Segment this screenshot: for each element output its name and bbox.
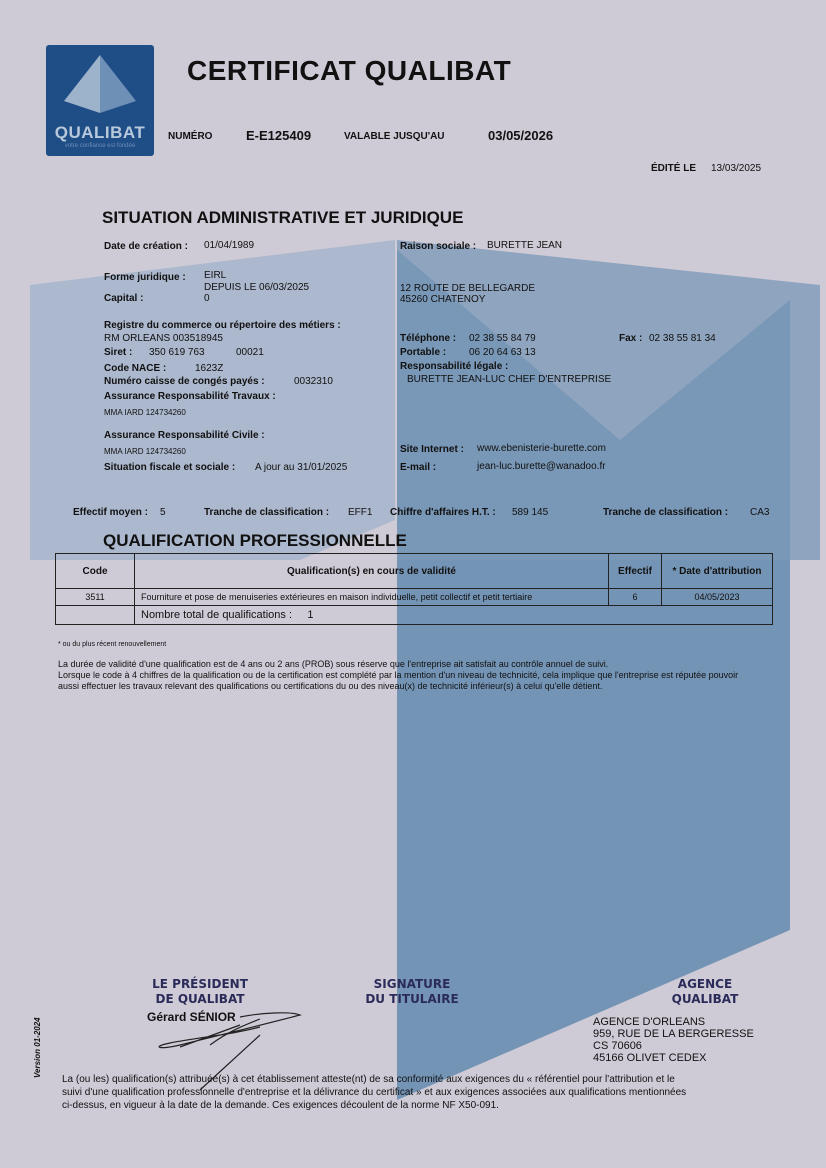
row-label: Fourniture et pose de menuiseries extérieures en maison individuelle, petit collectif et petit tertiaire bbox=[135, 589, 609, 606]
forme-juridique-value: EIRL bbox=[204, 270, 227, 281]
valable-label: VALABLE JUSQU'AU bbox=[344, 131, 445, 142]
logo-text: QUALIBAT bbox=[54, 123, 146, 142]
responsabilite-label: Responsabilité légale : bbox=[400, 361, 509, 372]
capital-label: Capital : bbox=[104, 293, 144, 304]
assur-civile-label: Assurance Responsabilité Civile : bbox=[104, 430, 265, 441]
total-value: 1 bbox=[307, 609, 314, 621]
qualification-table bbox=[55, 553, 773, 625]
conges-value: 0032310 bbox=[294, 376, 333, 387]
footnote: * ou du plus récent renouvellement bbox=[58, 641, 167, 648]
nace-value: 1623Z bbox=[195, 363, 224, 374]
president-name: Gérard SÉNIOR bbox=[147, 1010, 236, 1024]
forme-juridique-since: DEPUIS LE 06/03/2025 bbox=[204, 282, 310, 293]
telephone-value: 02 38 55 84 79 bbox=[469, 333, 536, 344]
col-code: Code bbox=[56, 554, 135, 589]
titulaire-line2: DU TITULAIRE bbox=[365, 992, 459, 1006]
agence-address bbox=[593, 1016, 754, 1064]
siret-siren: 350 619 763 bbox=[149, 347, 205, 358]
registre-label: Registre du commerce ou répertoire des métiers : bbox=[104, 320, 341, 331]
agence-line2: QUALIBAT bbox=[671, 992, 739, 1006]
col-date: * Date d'attribution bbox=[662, 554, 773, 589]
pyramid-icon bbox=[58, 53, 142, 123]
assur-travaux-label: Assurance Responsabilité Travaux : bbox=[104, 391, 276, 402]
email-label: E-mail : bbox=[400, 462, 437, 473]
numero-value: E-E125409 bbox=[246, 128, 312, 143]
fax-label: Fax : bbox=[619, 333, 643, 344]
situation-heading: SITUATION ADMINISTRATIVE ET JURIDIQUE bbox=[102, 208, 464, 227]
titulaire-title bbox=[350, 977, 474, 1007]
fiscale-label: Situation fiscale et sociale : bbox=[104, 462, 236, 473]
conges-label: Numéro caisse de congés payés : bbox=[104, 376, 265, 387]
raison-sociale-value: BURETTE JEAN bbox=[487, 240, 563, 251]
ca-label: Chiffre d'affaires H.T. : bbox=[390, 507, 496, 518]
effectif-value: 5 bbox=[160, 507, 166, 518]
agence-address-line: 45166 OLIVET CEDEX bbox=[593, 1052, 707, 1064]
footer-line2: suivi d'une qualification professionnelle d'entreprise et la délivrance du certificat » et aux exigences associées aux qualifications mentionnées bbox=[62, 1087, 687, 1098]
valable-value: 03/05/2026 bbox=[488, 128, 554, 143]
tranche-eff-value: EFF1 bbox=[348, 507, 373, 518]
assur-civile-value: MMA IARD 124734260 bbox=[104, 447, 186, 456]
agence-address-line: CS 70606 bbox=[593, 1040, 642, 1052]
capital-value: 0 bbox=[204, 293, 210, 304]
qualibat-logo bbox=[46, 45, 154, 156]
agence-address-line: AGENCE D'ORLEANS bbox=[593, 1016, 706, 1028]
total-label: Nombre total de qualifications : bbox=[141, 609, 293, 621]
validity-para-line3: aussi effectuer les travaux relevant des qualifications ou certifications du ou des niveau(x) de technicité inférieur(s) à celui qu'elle détient. bbox=[58, 681, 603, 691]
ca-value: 589 145 bbox=[512, 507, 549, 518]
effectif-label: Effectif moyen : bbox=[73, 507, 149, 518]
document-title: CERTIFICAT QUALIBAT bbox=[187, 55, 512, 86]
table-total-row bbox=[56, 606, 773, 625]
version-label: Version 01-2024 bbox=[33, 1017, 42, 1078]
qualification-heading: QUALIFICATION PROFESSIONNELLE bbox=[103, 531, 407, 550]
agence-address-line: 959, RUE DE LA BERGERESSE bbox=[593, 1028, 754, 1040]
tranche-ca-value: CA3 bbox=[750, 507, 770, 518]
portable-value: 06 20 64 63 13 bbox=[469, 347, 536, 358]
titulaire-line1: SIGNATURE bbox=[373, 977, 451, 991]
row-effectif: 6 bbox=[609, 589, 662, 606]
site-label: Site Internet : bbox=[400, 444, 464, 455]
site-value[interactable]: www.ebenisterie-burette.com bbox=[477, 443, 606, 454]
tranche-ca-label: Tranche de classification : bbox=[603, 507, 729, 518]
row-code: 3511 bbox=[56, 589, 135, 606]
forme-juridique-label: Forme juridique : bbox=[104, 272, 186, 283]
validity-para-line1: La durée de validité d'une qualification est de 4 ans ou 2 ans (PROB) sous réserve que l'entreprise ait satisfait au contrôle annuel de suivi. bbox=[58, 659, 609, 669]
total-cell bbox=[135, 606, 773, 625]
agence-title bbox=[650, 977, 760, 1007]
nace-label: Code NACE : bbox=[104, 363, 167, 374]
raison-sociale-label: Raison sociale : bbox=[400, 241, 477, 252]
footer-line3: ci-dessus, en vigueur à la date de la demande. Ces exigences découlent de la norme NF X50-091. bbox=[62, 1100, 499, 1111]
date-creation-label: Date de création : bbox=[104, 241, 188, 252]
edite-value: 13/03/2025 bbox=[711, 163, 762, 174]
fax-value: 02 38 55 81 34 bbox=[649, 333, 716, 344]
adresse-line1: 12 ROUTE DE BELLEGARDE bbox=[400, 283, 536, 294]
siret-nic: 00021 bbox=[236, 347, 264, 358]
edite-label: ÉDITÉ LE bbox=[651, 163, 697, 174]
president-line2: DE QUALIBAT bbox=[155, 992, 245, 1006]
fiscale-value: A jour au 31/01/2025 bbox=[255, 462, 348, 473]
president-line1: LE PRÉSIDENT bbox=[152, 977, 248, 991]
tranche-eff-label: Tranche de classification : bbox=[204, 507, 330, 518]
row-date: 04/05/2023 bbox=[662, 589, 773, 606]
responsabilite-value: BURETTE JEAN-LUC CHEF D'ENTREPRISE bbox=[407, 374, 612, 385]
assur-travaux-value: MMA IARD 124734260 bbox=[104, 408, 186, 417]
numero-label: NUMÉRO bbox=[168, 131, 213, 142]
email-value[interactable]: jean-luc.burette@wanadoo.fr bbox=[477, 461, 606, 472]
table-row bbox=[56, 589, 773, 606]
col-qualification: Qualification(s) en cours de validité bbox=[135, 554, 609, 589]
registre-value: RM ORLEANS 003518945 bbox=[104, 333, 223, 344]
telephone-label: Téléphone : bbox=[400, 333, 457, 344]
agence-line1: AGENCE bbox=[677, 977, 733, 991]
adresse-line2: 45260 CHATENOY bbox=[400, 294, 486, 305]
table-header-row bbox=[56, 554, 773, 589]
col-effectif: Effectif bbox=[609, 554, 662, 589]
siret-label: Siret : bbox=[104, 347, 133, 358]
validity-para-line2: Lorsque le code à 4 chiffres de la qualification ou de la certification est complété par la mention d'un niveau de technicité, cela implique que l'entreprise est réputée pouvoir bbox=[58, 670, 739, 680]
president-title bbox=[140, 977, 260, 1007]
date-creation-value: 01/04/1989 bbox=[204, 240, 255, 251]
footer-line1: La (ou les) qualification(s) attribuée(s) à cet établissement atteste(nt) de sa conformité aux exigences du « référentiel pour l'attribution et le bbox=[62, 1074, 675, 1085]
logo-tagline: votre confiance est fondée bbox=[64, 143, 136, 149]
portable-label: Portable : bbox=[400, 347, 447, 358]
